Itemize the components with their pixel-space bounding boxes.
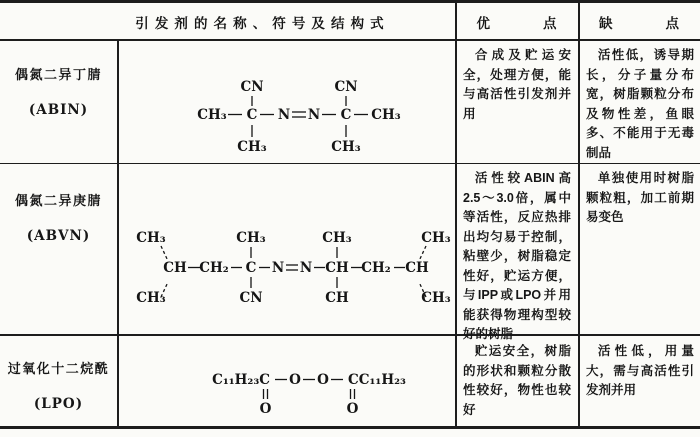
row1-advantages-text: 合成及贮运安全，处理方便，能与高活性引发剂并用 bbox=[463, 48, 571, 121]
row3-disadvantages-text: 活性低，用量大，需与高活性引发剂并用 bbox=[586, 344, 694, 397]
atom-label: CH₃ bbox=[371, 107, 401, 123]
initiator-symbol: (ABIN) bbox=[28, 102, 89, 118]
bond-line-dashed bbox=[161, 246, 168, 261]
initiator-name: 过氧化十二烷酰 bbox=[7, 361, 110, 376]
rule-top bbox=[0, 0, 700, 3]
row3-name-cell bbox=[0, 358, 117, 412]
atom-label: CH₂ bbox=[199, 260, 229, 276]
row2-advantages-text: 活性较ABIN高2.5～3.0倍，属中等活性，反应热排出均匀易于控制，粘壁少，树脂稳定性好，贮运方便，与IPP或LPO并用能获得物理构型较好的树脂 bbox=[463, 171, 571, 341]
atom-label: CN bbox=[239, 290, 263, 306]
header-disadvantages bbox=[578, 5, 700, 38]
initiator-name: 偶氮二异庚腈 bbox=[14, 193, 102, 208]
atom-label: CH bbox=[163, 260, 187, 276]
atom-label: CN bbox=[240, 79, 264, 95]
row2-disadvantages-text: 单独使用时树脂颗粒粗，加工前期易变色 bbox=[586, 171, 694, 224]
rule-bottom bbox=[0, 426, 700, 429]
atom-label: CH bbox=[325, 290, 349, 306]
atom-label: CH₃ bbox=[421, 290, 451, 306]
atom-label: O bbox=[259, 401, 272, 417]
row3-advantages-text: 贮运安全，树脂的形状和颗粒分散性较好，物性也较好 bbox=[463, 344, 571, 417]
atom-label: N bbox=[277, 107, 291, 123]
bond-line-dashed bbox=[419, 246, 426, 261]
atom-label: CH₃ bbox=[237, 139, 267, 155]
initiator-symbol: (LPO) bbox=[33, 396, 84, 412]
atom-label: C bbox=[246, 107, 258, 123]
atom-label: CH₃ bbox=[236, 230, 266, 246]
row1-name-cell bbox=[0, 64, 117, 118]
atom-label: C bbox=[245, 260, 257, 276]
header-name-structure: 引发剂的名称、符号及结构式 bbox=[135, 15, 390, 31]
initiator-name: 偶氮二异丁腈 bbox=[14, 67, 102, 82]
row1-disadvantages-text: 活性低，诱导期长，分子量分布宽，树脂颗粒分布及物性差，鱼眼多、不能用于无毒制品 bbox=[586, 48, 694, 160]
atom-label: CH bbox=[405, 260, 429, 276]
structure-formula-abvn bbox=[118, 164, 455, 333]
structure-formula-lpo bbox=[118, 336, 455, 426]
atom-label: N bbox=[299, 260, 313, 276]
atom-label: O bbox=[289, 372, 301, 388]
row2-name-cell bbox=[0, 190, 117, 244]
atom-label: N bbox=[307, 107, 321, 123]
atom-label: CH₃ bbox=[136, 230, 166, 246]
atom-label: N bbox=[271, 260, 285, 276]
atom-label: CH₂ bbox=[361, 260, 391, 276]
header-advantages bbox=[455, 5, 578, 38]
initiator-symbol: (ABVN) bbox=[26, 228, 91, 244]
structure-formula-abin bbox=[118, 40, 455, 162]
header-advantages-label: 优点 bbox=[476, 15, 557, 31]
atom-label: O bbox=[346, 401, 359, 417]
atom-label: CH bbox=[325, 260, 349, 276]
header-disadvantages-label: 缺点 bbox=[599, 15, 679, 31]
atom-label: CH₃ bbox=[331, 139, 361, 155]
atom-label: C₁₁H₂₃C bbox=[212, 372, 270, 388]
atom-label: CH₃ bbox=[197, 107, 227, 123]
atom-label: CN bbox=[334, 79, 358, 95]
atom-label: CC₁₁H₂₃ bbox=[348, 372, 406, 388]
atom-label: C bbox=[340, 107, 352, 123]
atom-label: CH₃ bbox=[322, 230, 352, 246]
atom-label: O bbox=[317, 372, 329, 388]
atom-label: CH₃ bbox=[136, 290, 166, 306]
atom-label: CH₃ bbox=[421, 230, 451, 246]
